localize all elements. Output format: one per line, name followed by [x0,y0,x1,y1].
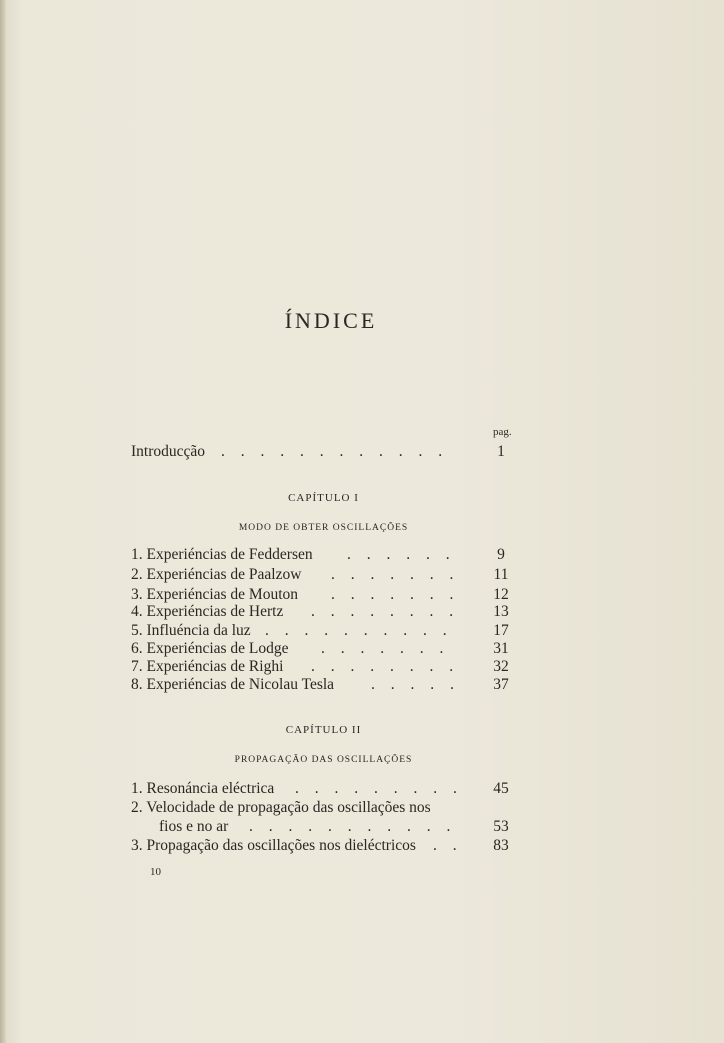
chapter-heading: CAPÍTULO II [285,724,362,736]
leader-dots: . . . . . . . [331,586,460,603]
leader-dots: . . . . . . . . . . [265,622,453,639]
toc-entry-page: 1 [497,443,505,460]
leader-dots: . . . . . . . . . . . [249,818,457,835]
chapter-subtitle: PROPAGAÇÃO DAS OSCILLAÇÕES [234,755,413,765]
signature-mark: 10 [150,866,161,878]
leader-dots: . . . . . . [347,546,456,563]
toc-entry-label: 3. Propagação das oscillações nos dieléctricos [131,837,416,854]
toc-entry [131,675,516,695]
toc-entry-label: 2. Velocidade de propagação das oscillações nos [131,799,431,816]
toc-entry-page: 13 [493,603,509,620]
leader-dots: . . [433,837,463,854]
leader-dots: . . . . . . . . [311,658,460,675]
toc-entry [131,779,516,799]
toc-entry [131,545,516,565]
toc-entry-page: 45 [493,780,509,797]
toc-entry-label: 7. Experiéncias de Righi [131,658,284,675]
chapter-heading: CAPÍTULO I [288,492,359,504]
leader-dots: . . . . . [371,676,460,693]
toc-entry [131,602,516,622]
page-binding-edge [0,0,6,1043]
toc-entry-label: 6. Experiéncias de Lodge [131,640,289,657]
toc-entry-page: 17 [493,622,509,639]
leader-dots: . . . . . . . [321,640,450,657]
toc-entry-label: 1. Resonáncia eléctrica [131,780,275,797]
toc-entry-label: 1. Experiéncias de Feddersen [131,546,313,563]
toc-entry-introduction [131,442,516,462]
toc-entry-label: 8. Experiéncias de Nicolau Tesla [131,676,335,693]
toc-entry [131,657,516,677]
toc-entry-page: 31 [493,640,509,657]
toc-entry-label: fios e no ar [159,818,229,835]
chapter-subtitle: MODO DE OBTER OSCILLAÇÕES [238,523,409,533]
toc-entry-label: 3. Experiéncias de Mouton [131,586,299,603]
page-title: ÍNDICE [284,308,378,333]
toc-entry [131,798,516,818]
leader-dots: . . . . . . . . . . . . [221,443,449,460]
leader-dots: . . . . . . . . . [295,780,463,797]
leader-dots: . . . . . . . [331,566,460,583]
toc-entry [131,621,516,641]
toc-entry-page: 11 [493,566,509,583]
toc-entry-page: 9 [497,546,505,563]
toc-entry-page: 37 [493,676,509,693]
toc-entry-page: 83 [493,837,509,854]
toc-entry-label: 2. Experiéncias de Paalzow [131,566,302,583]
toc-entry-continuation [131,817,516,837]
toc-entry-page: 53 [493,818,509,835]
toc-entry [131,639,516,659]
toc-entry-page: 32 [493,658,509,675]
toc-entry-label: Introducção [131,443,206,460]
page-column-label: pag. [493,426,512,438]
toc-entry [131,836,516,856]
leader-dots: . . . . . . . . [311,603,460,620]
toc-entry [131,565,516,585]
toc-entry-label: 4. Experiéncias de Hertz [131,603,284,620]
toc-entry-label: 5. Influéncia da luz [131,622,251,639]
toc-entry-page: 12 [493,586,509,603]
